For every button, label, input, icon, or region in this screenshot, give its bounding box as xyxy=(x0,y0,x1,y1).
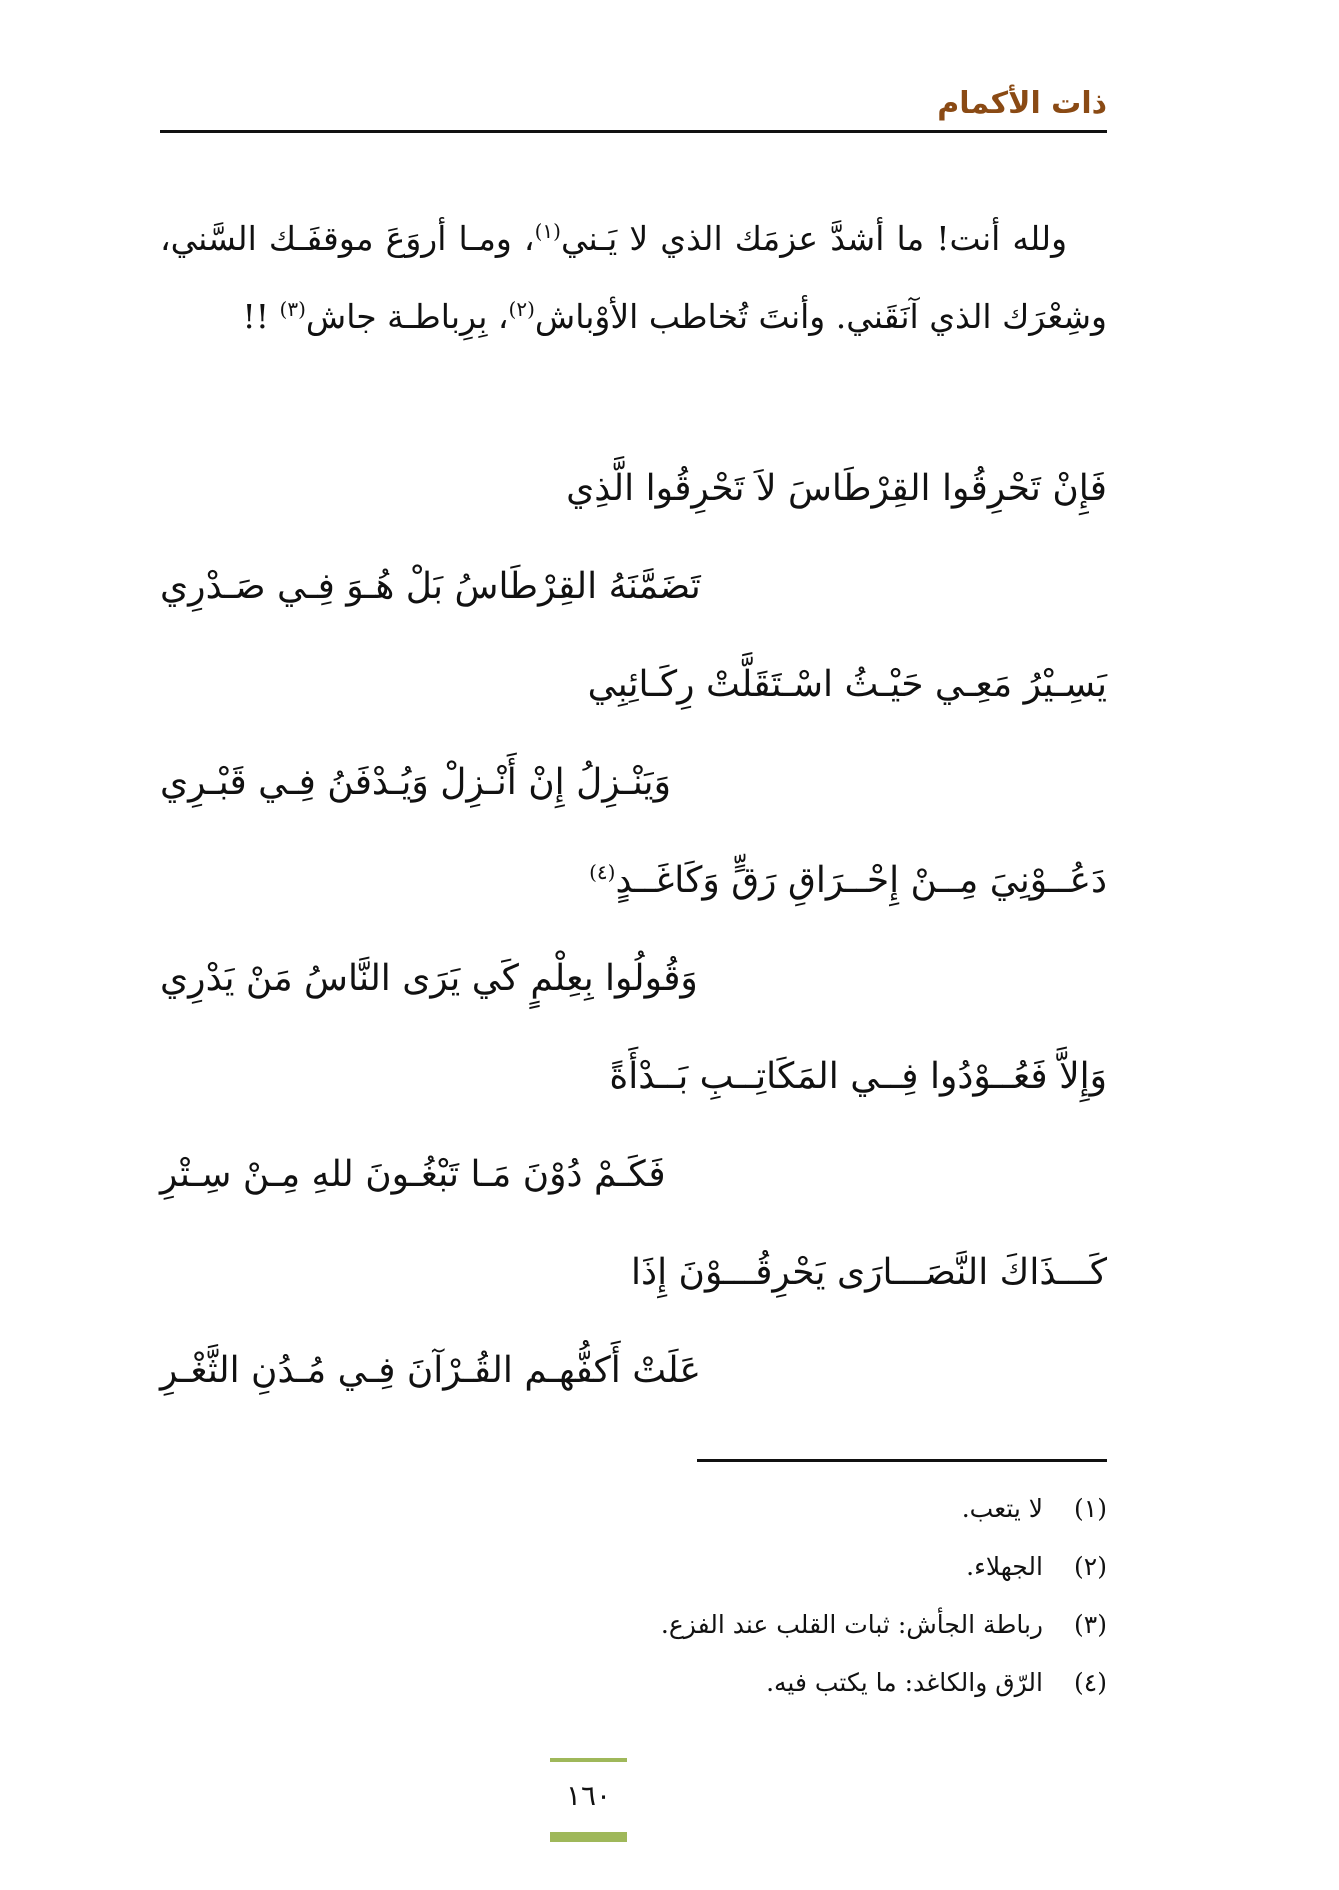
footnote-ref-1[interactable]: (١) xyxy=(534,219,561,243)
page-number-top-bar xyxy=(550,1758,627,1762)
footnote-text: لا يتعب. xyxy=(961,1494,1043,1523)
hemistich-text: عَلَتْ أَكفُّهـم القُـرْآنَ فِـي مُـدُنِ الثَّغْـرِ xyxy=(160,1350,701,1391)
page-number: ١٦٠ xyxy=(565,1779,612,1812)
poem-hemistich xyxy=(160,1224,1107,1322)
poem-hemistich xyxy=(160,832,1107,930)
running-header xyxy=(160,86,1107,133)
hemistich-text: وَإِلاَّ فَعُــوْدُوا فِــي المَكَاتِــبِ بَــدْأَةً xyxy=(609,1056,1107,1097)
footnote-item xyxy=(160,1654,1107,1712)
poem-hemistich xyxy=(160,538,1107,636)
hemistich-text: يَسِـيْرُ مَعِـي حَيْـثُ اسْـتَقَلَّتْ رِكَـائِبِي xyxy=(587,664,1107,705)
footnote-number: (٢) xyxy=(1074,1552,1107,1581)
footnote-item xyxy=(160,1480,1107,1538)
poem-hemistich xyxy=(160,1126,1107,1224)
paragraph-text-3: ، بِرِباطـة جاش xyxy=(305,297,509,336)
poem-hemistich xyxy=(160,734,1107,832)
footnote-item xyxy=(160,1538,1107,1596)
paragraph-text-end: !! xyxy=(242,297,280,336)
poem-hemistich xyxy=(160,1322,1107,1420)
page-number-bottom-bar xyxy=(550,1832,627,1842)
footnote-ref-3[interactable]: (٣) xyxy=(279,297,306,321)
footnote-number: (٤) xyxy=(1074,1668,1107,1697)
footnote-ref-4[interactable]: (٤) xyxy=(589,860,616,884)
footnotes xyxy=(160,1480,1107,1712)
footnote-ref-2[interactable]: (٢) xyxy=(508,297,535,321)
footnote-number: (١) xyxy=(1074,1494,1107,1523)
hemistich-text: فَكَـمْ دُوْنَ مَـا تَبْغُـونَ للهِ مِـنْ سِـتْرِ xyxy=(160,1154,666,1195)
footnote-text: الجهلاء. xyxy=(966,1552,1043,1581)
hemistich-text: كَـــذَاكَ النَّصَـــارَى يَحْرِقُـــوْنَ إِذَا xyxy=(631,1252,1107,1293)
hemistich-text: تَضَمَّنَهُ القِرْطَاسُ بَلْ هُـوَ فِـي صَـدْرِي xyxy=(160,566,701,607)
page-number-block xyxy=(550,1758,627,1842)
hemistich-text: دَعُــوْنِيَ مِــنْ إِحْــرَاقِ رَقٍّ وَكَاغَــدٍ xyxy=(615,860,1107,901)
footnote-number: (٣) xyxy=(1074,1610,1107,1639)
poem xyxy=(160,440,1107,1420)
body-text xyxy=(160,200,1107,356)
poem-hemistich xyxy=(160,1028,1107,1126)
footnote-item xyxy=(160,1596,1107,1654)
footnote-divider xyxy=(697,1459,1107,1462)
paragraph-text-1: ولله أنت! ما أشدَّ عزمَك الذي لا يَـني xyxy=(560,219,1068,258)
footnote-text: رباطة الجأش: ثبات القلب عند الفزع. xyxy=(660,1610,1043,1639)
paragraph-text-2: ، ومـا أروَعَ موقفَـك السَّني، وشِعْرَك الذي آنَقَني. وأنتَ تُخاطب الأوْباش xyxy=(160,219,1107,336)
poem-hemistich xyxy=(160,636,1107,734)
intro-paragraph xyxy=(160,200,1107,356)
footnote-text: الرّق والكاغد: ما يكتب فيه. xyxy=(766,1668,1043,1697)
poem-hemistich xyxy=(160,930,1107,1028)
hemistich-text: فَإِنْ تَحْرِقُوا القِرْطَاسَ لاَ تَحْرِقُوا الَّذِي xyxy=(566,468,1107,509)
hemistich-text: وَقُولُوا بِعِلْمٍ كَي يَرَى النَّاسُ مَنْ يَدْرِي xyxy=(160,958,698,999)
header-title: ذات الأكمام xyxy=(937,86,1107,121)
hemistich-text: وَيَنْـزِلُ إِنْ أَنْـزِلْ وَيُـدْفَنُ فِـي قَبْـرِي xyxy=(160,762,671,803)
poem-hemistich xyxy=(160,440,1107,538)
